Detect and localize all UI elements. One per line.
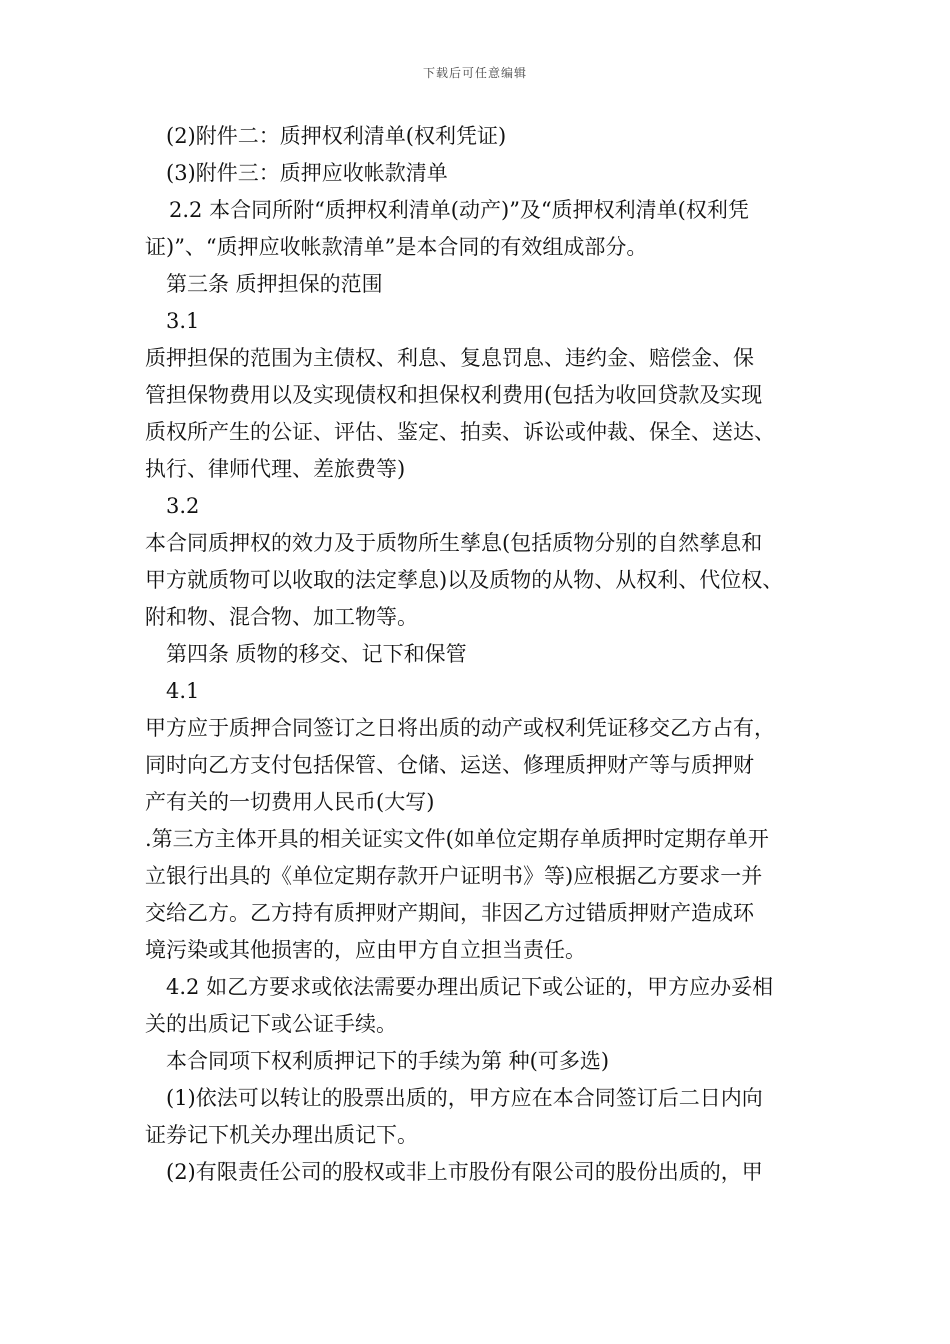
text-line: 立银行出具的《单位定期存款开户证明书》等)应根据乙方要求一并 (145, 864, 763, 888)
section-heading: 第四条 质物的移交、记下和保管 (166, 642, 467, 666)
page-header: 下载后可任意编辑 (422, 66, 527, 80)
text-line: (2)附件二：质押权利清单(权利凭证) (166, 124, 507, 148)
text-line: 同时向乙方支付包括保管、仓储、运送、修理质押财产等与质押财 (145, 753, 754, 777)
text-line: .第三方主体开具的相关证实文件(如单位定期存单质押时定期存单开 (145, 827, 769, 851)
text-line: 甲方就质物可以收取的法定孳息)以及质物的从物、从权利、代位权、 (145, 568, 784, 592)
text-line: 交给乙方。乙方持有质押财产期间，非因乙方过错质押财产造成环 (145, 901, 754, 925)
text-line: 关的出质记下或公证手续。 (145, 1012, 397, 1036)
text-line: 管担保物费用以及实现债权和担保权利费用(包括为收回贷款及实现 (145, 383, 763, 407)
text-line: 质押担保的范围为主债权、利息、复息罚息、违约金、赔偿金、保 (145, 346, 754, 370)
text-line: (2)有限责任公司的股权或非上市股份有限公司的股份出质的，甲 (166, 1160, 763, 1184)
text-line: 质权所产生的公证、评估、鉴定、拍卖、诉讼或仲裁、保全、送达、 (145, 420, 775, 444)
text-line: (1)依法可以转让的股票出质的，甲方应在本合同签订后二日内向 (166, 1086, 763, 1110)
text-line: 附和物、混合物、加工物等。 (145, 605, 418, 629)
text-line: 执行、律师代理、差旅费等) (145, 457, 406, 481)
text-line: 境污染或其他损害的，应由甲方自立担当责任。 (145, 938, 586, 962)
text-line: (3)附件三：质押应收帐款清单 (166, 161, 448, 185)
text-line: 2.2 本合同所附“质押权利清单(动产)”及“质押权利清单(权利凭 (169, 198, 749, 222)
text-line: 产有关的一切费用人民币(大写) (145, 790, 435, 814)
clause-number: 3.2 (166, 494, 200, 518)
section-heading: 第三条 质押担保的范围 (166, 272, 383, 296)
text-line: 证)”、“质押应收帐款清单”是本合同的有效组成部分。 (145, 235, 648, 259)
text-line: 本合同质押权的效力及于质物所生孳息(包括质物分别的自然孳息和 (145, 531, 763, 555)
clause-number: 4.1 (166, 679, 200, 703)
text-line: 证券记下机关办理出质记下。 (145, 1123, 418, 1147)
document-body (145, 118, 835, 1191)
text-line: 本合同项下权利质押记下的手续为第 种(可多选) (166, 1049, 610, 1073)
text-line: 4.2 如乙方要求或依法需要办理出质记下或公证的，甲方应办妥相 (166, 975, 774, 999)
text-line: 甲方应于质押合同签订之日将出质的动产或权利凭证移交乙方占有， (145, 716, 775, 740)
clause-number: 3.1 (166, 309, 200, 333)
